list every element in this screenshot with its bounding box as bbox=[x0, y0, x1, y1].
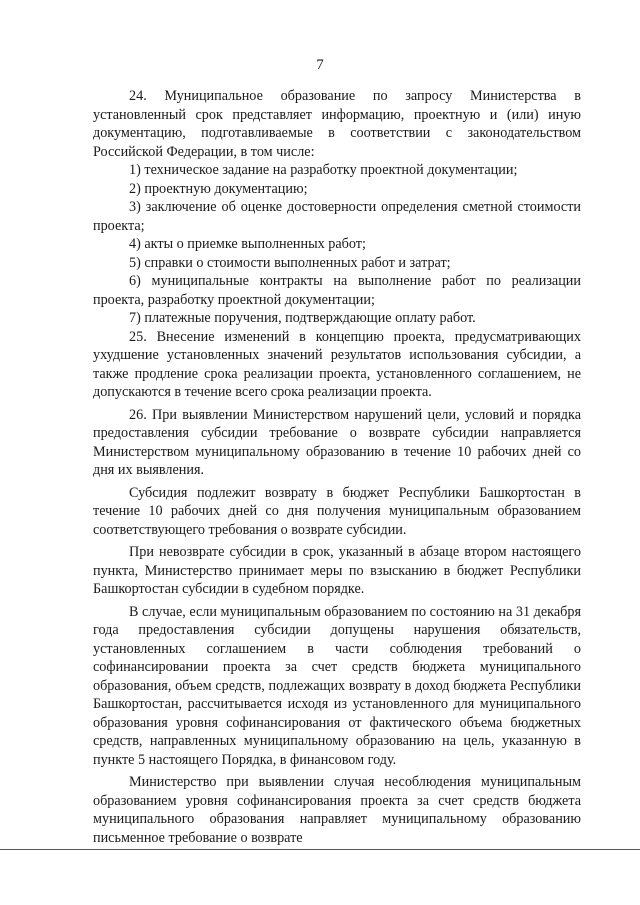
paragraph-subsidy-return: Субсидия подлежит возврату в бюджет Республики Башкортостан в течение 10 рабочих дней со дня получения муниципальным образованием соответствующего требования о возврате субсидии. bbox=[93, 484, 581, 538]
paragraph-violation-case: В случае, если муниципальным образованием по состоянию на 31 декабря года предоставления субсидии допущены нарушения обязательств, установленных соглашением в части соблюдения требований о софинансировании проекта за счет средств бюджета муниципального образования, объем средств, подлежащих возврату в доход бюджета Республики Башкортостан, рассчитывается исходя из установленного для муниципального образования уровня софинансирования от фактического объема бюджетных средств, направленных муниципальному образованию на цель, указанную в пункте 5 настоящего Порядка, в финансовом году. bbox=[93, 603, 581, 768]
list-item-4: 4) акты о приемке выполненных работ; bbox=[129, 236, 366, 252]
list-item-6: 6) муниципальные контракты на выполнение работ по реализации проекта, разработку проектной документации; bbox=[93, 273, 581, 308]
paragraph-25: 25. Внесение изменений в концепцию проекта, предусматривающих ухудшение установленных значений результатов использования субсидии, а также продление срока реализации проекта, установленного соглашением, не допускаются в течение всего срока реализации проекта. bbox=[93, 328, 581, 400]
paragraph-ministry-requirement: Министерство при выявлении случая несоблюдения муниципальным образованием уровня софинансирования проекта за счет средств бюджета муниципального образования направляет муниципальному образованию письменное требование о возврате bbox=[93, 774, 581, 846]
paragraph-26: 26. При выявлении Министерством нарушений цели, условий и порядка предоставления субсидии требование о возврате субсидии направляется Министерством муниципальному образованию в течение 10 рабочих дней со дня их выявления. bbox=[93, 406, 581, 478]
list-item-2: 2) проектную документацию; bbox=[129, 180, 308, 197]
document-body bbox=[93, 87, 581, 847]
list-item-1: 1) техническое задание на разработку проектной документации; bbox=[129, 162, 518, 178]
page-number: 7 bbox=[316, 57, 324, 73]
list-item-5: 5) справки о стоимости выполненных работ и затрат; bbox=[129, 254, 451, 271]
paragraph-non-return: При невозврате субсидии в срок, указанный в абзаце втором настоящего пункта, Министерство принимает меры по взысканию в бюджет Республики Башкортостан субсидии в судебном порядке. bbox=[93, 544, 581, 597]
page-bottom-divider bbox=[0, 849, 640, 850]
paragraph-24: 24. Муниципальное образование по запросу Министерства в установленный срок представляет информацию, проектную и (или) иную документацию, подготавливаемые в соответствии с законодательством Российской Федерации, в том числе: bbox=[93, 88, 581, 160]
list-item-3: 3) заключение об оценке достоверности определения сметной стоимости проекта; bbox=[93, 199, 581, 234]
list-item-7: 7) платежные поручения, подтверждающие оплату работ. bbox=[129, 310, 476, 326]
